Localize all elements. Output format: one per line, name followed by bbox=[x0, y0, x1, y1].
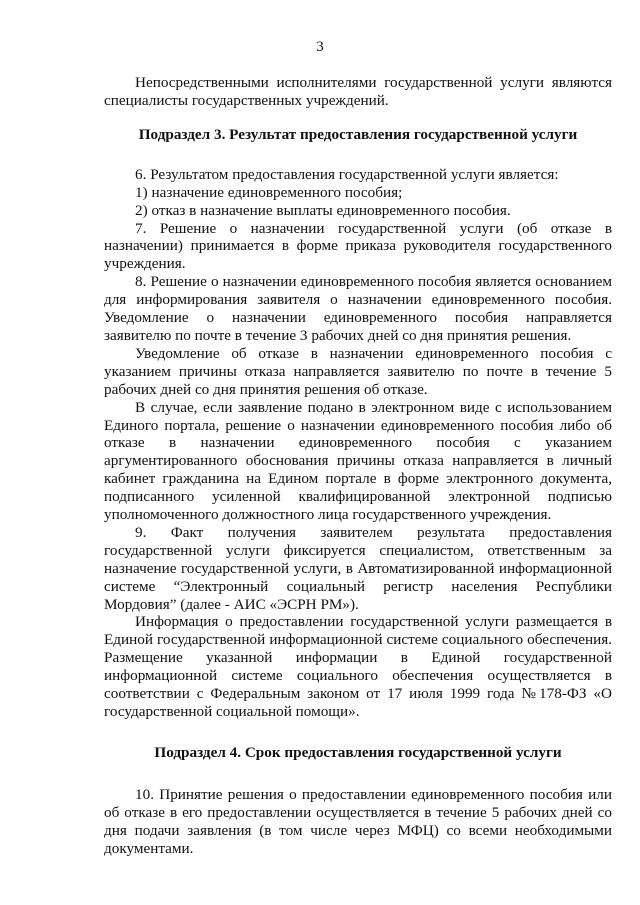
paragraph-8: 8. Решение о назначении единовременного пособия является основанием для информирования заявителя о назначении единовременного пособия. Уведомление о назначении единовременного пособия направляется заявителю по почте в течение 3 рабочих дней со дня принятия решения. bbox=[104, 273, 612, 344]
paragraph-6: 6. Результатом предоставления государственной услуги является: bbox=[135, 165, 559, 183]
paragraph-10: 10. Принятие решения о предоставлении единовременного пособия или об отказе в его предоставлении осуществляется в течение 5 рабочих дней со дня подачи заявления (в том числе через МФЦ) со всеми необходимыми документами. bbox=[104, 785, 612, 857]
paragraph-9: 9. Факт получения заявителем результата предоставления государственной услуги фиксируется специалистом, ответственным за назначение государственной услуги, в Автоматизированной информационной системе “Электронный социальный регистр населения Республики Мордовия” (далее - АИС «ЭСРН РМ»). bbox=[104, 523, 612, 613]
paragraph-executors: Непосредственными исполнителями государственной услуги являются специалисты государственных учреждений. bbox=[104, 74, 612, 109]
paragraph-6-item-2: 2) отказ в назначение выплаты единовременного пособия. bbox=[135, 201, 511, 219]
paragraph-9-information: Информация о предоставлении государственной услуги размещается в Единой государственной информационной системе социального обеспечения. Размещение указанной информации в Единой государственной информационной системе социального обеспечения осуществляется в соответствии с Федеральным законом от 17 июля 1999 года №178-ФЗ «О государственной социальной помощи». bbox=[104, 613, 612, 720]
document-body bbox=[104, 74, 612, 858]
paragraph-7: 7. Решение о назначении государственной услуги (об отказе в назначении) принимается в форме приказа руководителя государственного учреждения. bbox=[104, 219, 612, 273]
section-heading-3: Подраздел 3. Результат предоставления государственной услуги bbox=[138, 125, 578, 143]
paragraph-8-refusal-notice: Уведомление об отказе в назначении единовременного пособия с указанием причины отказа направляется заявителю по почте в течение 5 рабочих дней со дня принятия решения об отказе. bbox=[104, 344, 612, 398]
section-heading-4: Подраздел 4. Срок предоставления государственной услуги bbox=[154, 743, 562, 761]
page-number: 3 bbox=[316, 39, 324, 55]
paragraph-8-electronic: В случае, если заявление подано в электронном виде с использованием Единого портала, решение о назначении единовременного пособия либо об отказе в назначении единовременного пособия с указанием аргументированного обоснования причины отказа направляется в личный кабинет гражданина на Едином портале в форме электронного документа, подписанного усиленной квалифицированной электронной подписью уполномоченного должностного лица государственного учреждения. bbox=[104, 398, 612, 524]
paragraph-6-item-1: 1) назначение единовременного пособия; bbox=[135, 183, 403, 201]
